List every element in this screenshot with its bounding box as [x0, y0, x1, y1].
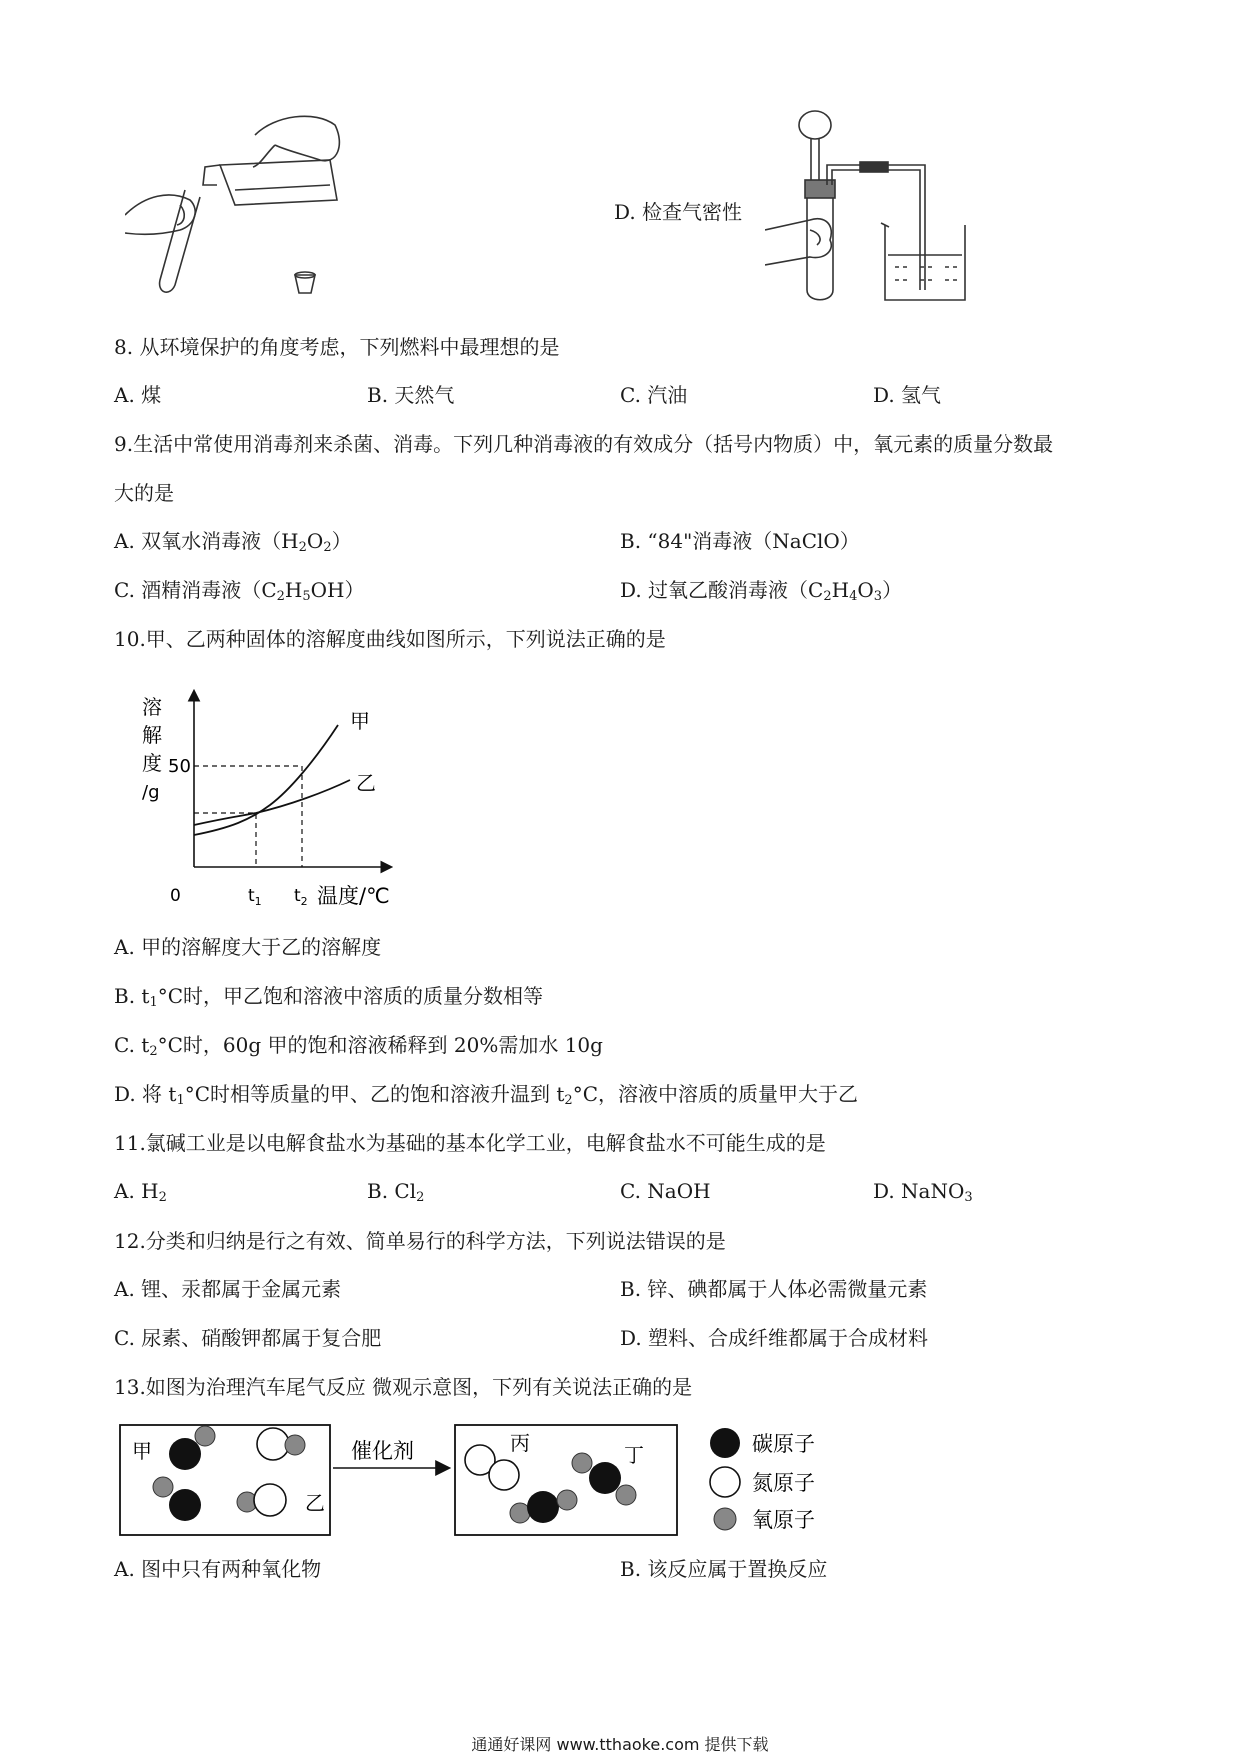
origin-label: 0	[170, 886, 181, 906]
label-jia: 甲	[350, 709, 370, 733]
nitrogen-atom	[257, 1428, 289, 1460]
oxygen-atom	[195, 1426, 215, 1446]
pouring-liquid-illustration	[125, 105, 355, 305]
q8-option-b: B. 天然气	[367, 383, 455, 407]
reaction-micro-diagram	[115, 1420, 875, 1545]
q11-option-d: D. NaNO$_3$	[873, 1179, 973, 1205]
q11-stem: 11.氯碱工业是以电解食盐水为基础的基本化学工业，电解食盐水不可能生成的是	[114, 1131, 826, 1155]
q9-option-a: A. 双氧水消毒液$(H_2O_2)$	[114, 529, 352, 555]
q10-option-d: D. 将 $t_1^\circ C$时相等质量的甲、乙的饱和溶液升温到 $t_2^\circ C$，溶液中溶质的质量甲大于乙	[114, 1082, 859, 1108]
legend-carbon-swatch	[710, 1428, 740, 1458]
q7-option-d: D. 检查气密性	[614, 200, 743, 224]
q13-stem: 13.如图为治理汽车尾气反应 微观示意图，下列有关说法正确的是	[114, 1375, 693, 1399]
label-bing: 丙	[510, 1431, 530, 1455]
label-ding: 丁	[624, 1443, 644, 1467]
q10-option-a: A. 甲的溶解度大于乙的溶解度	[114, 935, 382, 959]
xlabel: 温度/℃	[317, 884, 390, 908]
q8-option-a: A. 煤	[114, 383, 162, 407]
page-footer: 通通好课网 www.tthaoke.com 提供下载	[471, 1735, 769, 1754]
q8-option-d: D. 氢气	[873, 383, 942, 407]
q12-option-d: D. 塑料、合成纤维都属于合成材料	[620, 1326, 929, 1350]
q13-option-b: B. 该反应属于置换反应	[620, 1557, 828, 1581]
q8-option-c: C. 汽油	[620, 383, 688, 407]
q11-option-a: A. $H_2$	[114, 1179, 167, 1205]
q9-stem-line1: 9.生活中常使用消毒剂来杀菌、消毒。下列几种消毒液的有效成分（括号内物质）中，氧元素的质量分数最	[114, 432, 1054, 456]
label-yi: 乙	[305, 1491, 325, 1515]
xtick-t1: $t_1$	[248, 886, 262, 908]
airtightness-check-illustration	[765, 105, 990, 305]
q12-stem: 12.分类和归纳是行之有效、简单易行的科学方法，下列说法错误的是	[114, 1229, 726, 1253]
oxygen-atom	[510, 1503, 530, 1523]
q12-option-a: A. 锂、汞都属于金属元素	[114, 1277, 342, 1301]
solubility-curve-chart	[130, 680, 410, 910]
ylabel-4: /g	[142, 782, 160, 803]
legend-carbon: 碳原子	[752, 1432, 815, 1456]
oxygen-atom	[153, 1477, 173, 1497]
oxygen-atom	[616, 1485, 636, 1505]
q11-option-b: B. $Cl_2$	[367, 1179, 425, 1205]
ytick-50: 50	[168, 756, 191, 777]
product-box	[455, 1425, 677, 1535]
carbon-atom	[527, 1491, 559, 1523]
label-yi: 乙	[356, 771, 376, 795]
q10-option-c: C. $t_2^\circ C$时，60g 甲的饱和溶液稀释到 20%需加水 10g	[114, 1033, 603, 1059]
q9-option-c: C. 酒精消毒液$(C_2H_5OH)$	[114, 578, 365, 604]
label-jia: 甲	[132, 1439, 152, 1463]
guide-50	[194, 766, 302, 867]
curve-jia	[194, 725, 338, 835]
legend-oxygen-swatch	[714, 1508, 736, 1530]
guide-t1	[194, 813, 256, 867]
oxygen-atom	[557, 1490, 577, 1510]
ylabel-1: 溶	[142, 695, 162, 719]
q10-stem: 10.甲、乙两种固体的溶解度曲线如图所示，下列说法正确的是	[114, 627, 666, 651]
q13-option-a: A. 图中只有两种氧化物	[114, 1557, 322, 1581]
catalyst-label: 催化剂	[351, 1439, 414, 1463]
q9-stem-line2: 大的是	[114, 481, 174, 505]
q11-option-c: C. NaOH	[620, 1179, 711, 1203]
nitrogen-atom	[254, 1484, 286, 1516]
q9-option-b: B. “84"消毒液（NaClO）	[620, 529, 860, 553]
legend-nitrogen-swatch	[710, 1467, 740, 1497]
legend-oxygen: 氧原子	[752, 1508, 815, 1532]
q8-stem: 8. 从环境保护的角度考虑，下列燃料中最理想的是	[114, 335, 560, 359]
nitrogen-atom	[489, 1460, 519, 1490]
carbon-atom	[589, 1462, 621, 1494]
q12-option-c: C. 尿素、硝酸钾都属于复合肥	[114, 1326, 382, 1350]
oxygen-atom	[572, 1453, 592, 1473]
q9-option-d: D. 过氧乙酸消毒液$(C_2H_4O_3)$	[620, 578, 903, 604]
oxygen-atom	[285, 1435, 305, 1455]
carbon-atom	[169, 1438, 201, 1470]
xtick-t2: $t_2$	[294, 886, 308, 908]
ylabel-2: 解	[142, 723, 162, 747]
q12-option-b: B. 锌、碘都属于人体必需微量元素	[620, 1277, 928, 1301]
ylabel-3: 度	[142, 751, 162, 775]
legend-nitrogen: 氮原子	[752, 1471, 815, 1495]
carbon-atom	[169, 1489, 201, 1521]
q10-option-b: B. $t_1^\circ C$时，甲乙饱和溶液中溶质的质量分数相等	[114, 984, 544, 1010]
